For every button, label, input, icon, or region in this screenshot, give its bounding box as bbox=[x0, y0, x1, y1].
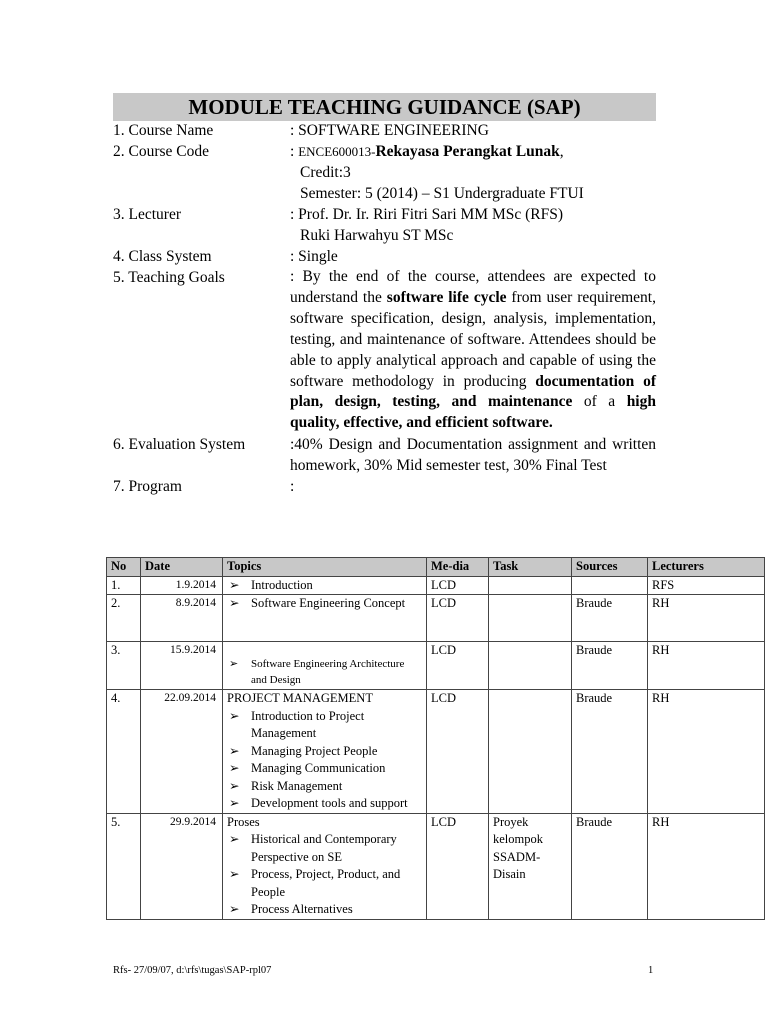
topic-text: Managing Project People bbox=[251, 743, 378, 758]
table-row bbox=[107, 576, 765, 595]
lecturer-value bbox=[290, 204, 656, 246]
cell-task bbox=[489, 690, 572, 814]
course-code-comma: , bbox=[559, 143, 564, 160]
evaluation-value: :40% Design and Documentation assignment and written homework, 30% Mid semester test, 30% Final Test bbox=[290, 436, 656, 475]
page-number: 1 bbox=[648, 965, 654, 976]
cell-no: 1. bbox=[107, 576, 141, 595]
list-item bbox=[227, 866, 422, 901]
class-system-label: 4. Class System bbox=[113, 248, 212, 265]
topic-text: Process, Project, Product, and People bbox=[251, 867, 401, 899]
arrow-bullet-icon: ➢ bbox=[229, 761, 240, 775]
topic-text: Software Engineering Concept bbox=[251, 596, 406, 610]
goals-text-1: : By the end of the course, attendees are expected to understand the bbox=[290, 268, 656, 306]
cell-task bbox=[489, 576, 572, 595]
evaluation-row bbox=[113, 434, 656, 476]
cell-date: 22.09.2014 bbox=[141, 690, 223, 814]
lecturer-label: 3. Lecturer bbox=[113, 206, 181, 223]
header-no: No bbox=[107, 558, 141, 577]
cell-task bbox=[489, 642, 572, 690]
cell-no: 2. bbox=[107, 595, 141, 642]
arrow-bullet-icon: ➢ bbox=[229, 902, 240, 916]
class-system-value: : Single bbox=[290, 248, 338, 265]
cell-media: LCD bbox=[427, 595, 489, 642]
topic-text: Risk Management bbox=[251, 778, 343, 793]
course-code-label: 2. Course Code bbox=[113, 143, 210, 160]
cell-topics bbox=[223, 690, 427, 814]
cell-topics bbox=[223, 813, 427, 919]
arrow-bullet-icon: ➢ bbox=[229, 577, 240, 592]
course-name-value: : SOFTWARE ENGINEERING bbox=[290, 122, 489, 139]
course-code-row bbox=[113, 141, 656, 204]
course-name-row bbox=[113, 120, 656, 141]
header-task: Task bbox=[489, 558, 572, 577]
topic-text: Development tools and support bbox=[251, 796, 408, 810]
list-item bbox=[227, 760, 422, 778]
cell-topics bbox=[223, 576, 427, 595]
goals-text-3: of a bbox=[572, 393, 627, 411]
program-table bbox=[106, 557, 765, 920]
cell-date: 15.9.2014 bbox=[141, 642, 223, 690]
evaluation-label: 6. Evaluation System bbox=[113, 436, 246, 454]
cell-lecturer: RH bbox=[648, 813, 765, 919]
cell-lecturer: RFS bbox=[648, 576, 765, 595]
list-item bbox=[227, 595, 422, 613]
cell-sources: Braude bbox=[572, 595, 648, 642]
cell-topics bbox=[223, 642, 427, 690]
goals-text-2: from user requirement, software specification, design, analysis, implementation, testing, and maintenance of software. Attendees should be able to apply analytical approach and capable of using the software methodology in producing bbox=[290, 288, 656, 390]
list-item bbox=[227, 656, 422, 688]
list-item bbox=[227, 795, 422, 813]
cell-date: 8.9.2014 bbox=[141, 595, 223, 642]
cell-date: 1.9.2014 bbox=[141, 576, 223, 595]
cell-sources: Braude bbox=[572, 813, 648, 919]
arrow-bullet-icon: ➢ bbox=[229, 778, 240, 793]
teaching-goals-text bbox=[290, 267, 656, 434]
topic-text: Managing Communication bbox=[251, 761, 386, 775]
cell-task: Proyek kelompok SSADM-Disain bbox=[489, 813, 572, 919]
arrow-bullet-icon: ➢ bbox=[229, 708, 240, 723]
cell-no: 3. bbox=[107, 642, 141, 690]
topic-list bbox=[227, 595, 422, 613]
arrow-bullet-icon: ➢ bbox=[229, 743, 240, 758]
topic-text: Software Engineering Architecture and Design bbox=[251, 658, 405, 686]
program-row bbox=[113, 476, 656, 497]
list-item bbox=[227, 743, 422, 761]
topic-list bbox=[227, 831, 422, 919]
table-row bbox=[107, 595, 765, 642]
header-date: Date bbox=[141, 558, 223, 577]
table-row bbox=[107, 642, 765, 690]
topic-heading: Proses bbox=[227, 814, 260, 829]
lecturer-row bbox=[113, 204, 656, 246]
table-row bbox=[107, 690, 765, 814]
cell-media: LCD bbox=[427, 690, 489, 814]
program-label: 7. Program bbox=[113, 478, 182, 496]
footer-file-path: Rfs- 27/09/07, d:\rfs\tugas\SAP-rpl07 bbox=[113, 965, 272, 976]
topic-heading: PROJECT MANAGEMENT bbox=[227, 691, 373, 705]
goals-bold-3: high quality, effective, and efficient software. bbox=[290, 393, 656, 432]
cell-no: 5. bbox=[107, 813, 141, 919]
cell-sources: Braude bbox=[572, 690, 648, 814]
table-row bbox=[107, 813, 765, 919]
lecturer-1: : Prof. Dr. Ir. Riri Fitri Sari MM MSc (RFS) bbox=[290, 206, 563, 223]
table-header-row bbox=[107, 558, 765, 577]
course-code: ENCE600013- bbox=[298, 144, 376, 159]
header-topics: Topics bbox=[223, 558, 427, 577]
arrow-bullet-icon: ➢ bbox=[229, 596, 240, 610]
arrow-bullet-icon: ➢ bbox=[229, 658, 239, 670]
course-info bbox=[113, 120, 656, 497]
cell-media: LCD bbox=[427, 813, 489, 919]
list-item bbox=[227, 577, 422, 595]
cell-lecturer: RH bbox=[648, 595, 765, 642]
cell-date: 29.9.2014 bbox=[141, 813, 223, 919]
cell-media: LCD bbox=[427, 642, 489, 690]
cell-no: 4. bbox=[107, 690, 141, 814]
class-system-row bbox=[113, 246, 656, 267]
page-title: MODULE TEACHING GUIDANCE (SAP) bbox=[113, 93, 656, 121]
teaching-goals-label: 5. Teaching Goals bbox=[113, 269, 225, 286]
course-code-prefix: : bbox=[290, 143, 299, 160]
lecturer-2: Ruki Harwahyu ST MSc bbox=[300, 227, 454, 244]
program-value: : bbox=[290, 478, 295, 496]
topic-list bbox=[227, 577, 422, 595]
header-lecturers: Lecturers bbox=[648, 558, 765, 577]
list-item bbox=[227, 831, 422, 866]
arrow-bullet-icon: ➢ bbox=[229, 832, 240, 846]
list-item bbox=[227, 901, 422, 919]
topic-list bbox=[227, 708, 422, 813]
cell-media: LCD bbox=[427, 576, 489, 595]
topic-text: Introduction bbox=[251, 577, 313, 592]
arrow-bullet-icon: ➢ bbox=[229, 796, 240, 810]
course-code-value bbox=[290, 141, 656, 204]
goals-bold-1: software life cycle bbox=[386, 288, 507, 306]
arrow-bullet-icon: ➢ bbox=[229, 867, 240, 881]
cell-sources: Braude bbox=[572, 642, 648, 690]
course-title: Rekayasa Perangkat Lunak bbox=[375, 143, 560, 160]
goals-bold-2: documentation of plan, design, testing, and maintenance bbox=[290, 372, 656, 411]
topic-text: Introduction to Project Management bbox=[251, 708, 365, 740]
header-sources: Sources bbox=[572, 558, 648, 577]
cell-lecturer: RH bbox=[648, 642, 765, 690]
list-item bbox=[227, 778, 422, 796]
cell-sources bbox=[572, 576, 648, 595]
topic-text: Historical and Contemporary Perspective on SE bbox=[251, 832, 397, 864]
cell-topics bbox=[223, 595, 427, 642]
header-media: Me-dia bbox=[427, 558, 489, 577]
semester: Semester: 5 (2014) – S1 Undergraduate FTUI bbox=[300, 185, 584, 202]
cell-lecturer: RH bbox=[648, 690, 765, 814]
cell-task bbox=[489, 595, 572, 642]
teaching-goals-row bbox=[113, 267, 656, 434]
credit: Credit:3 bbox=[300, 164, 351, 181]
topic-text: Process Alternatives bbox=[251, 902, 353, 916]
list-item bbox=[227, 708, 422, 743]
course-name-label: 1. Course Name bbox=[113, 122, 214, 139]
topic-list bbox=[227, 656, 422, 688]
